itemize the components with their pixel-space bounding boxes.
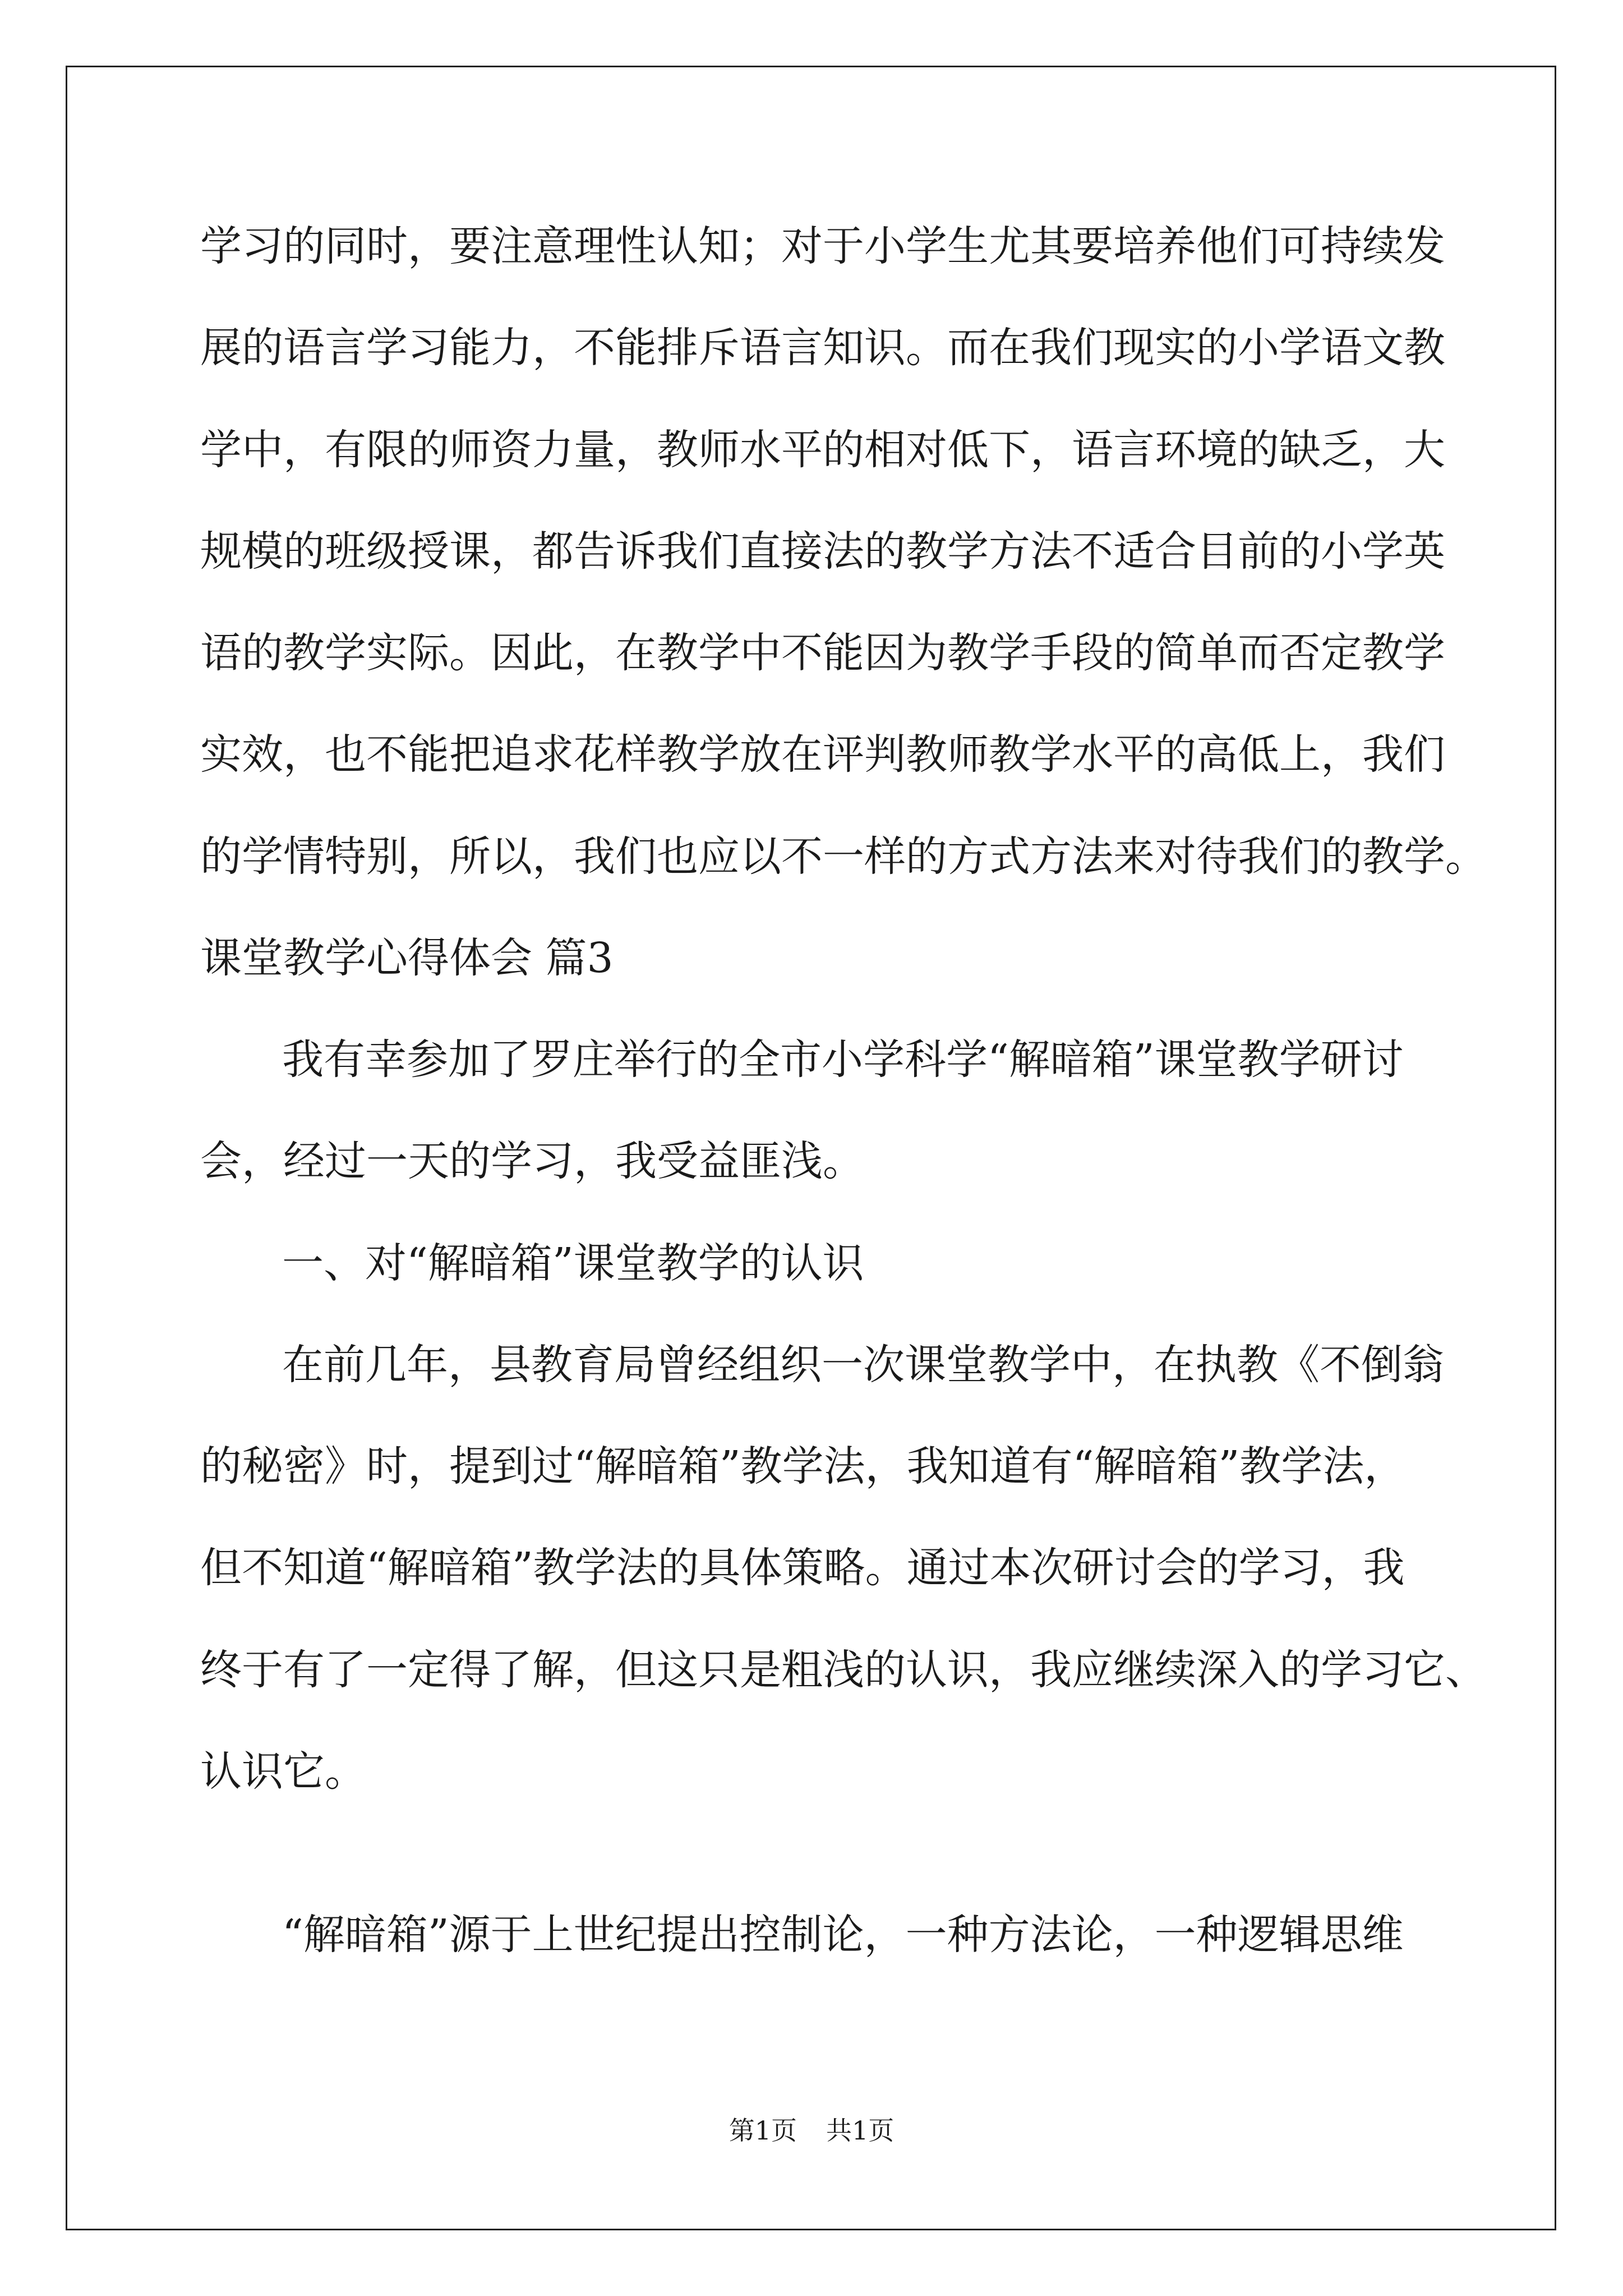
text-line: 展的语言学习能力，不能排斥语言知识。而在我们现实的小学语文教 bbox=[200, 324, 1445, 372]
text-line: 认识它。 bbox=[200, 1747, 366, 1796]
section-heading: 课堂教学心得体会 篇3 bbox=[200, 934, 614, 982]
text-line: 学中，有限的师资力量，教师水平的相对低下，语言环境的缺乏，大 bbox=[200, 426, 1445, 474]
text-line: 在前几年，县教育局曾经组织一次课堂教学中，在执教《不倒翁 bbox=[282, 1341, 1444, 1389]
text-line: 实效，也不能把追求花样教学放在评判教师教学水平的高低上，我们 bbox=[200, 730, 1445, 779]
text-line: 但不知道“解暗箱”教学法的具体策略。通过本次研讨会的学习，我 bbox=[200, 1544, 1405, 1592]
text-line: “解暗箱”源于上世纪提出控制论，一种方法论，一种逻辑思维 bbox=[282, 1911, 1404, 1959]
text-line: 的学情特别，所以，我们也应以不一样的方式方法来对待我们的教学。 bbox=[200, 832, 1487, 881]
page-total: 共1页 bbox=[826, 2115, 895, 2146]
text-line: 我有幸参加了罗庄举行的全市小学科学“解暗箱”课堂教学研讨 bbox=[282, 1036, 1404, 1084]
subheading: 一、对“解暗箱”课堂教学的认识 bbox=[282, 1239, 864, 1287]
text-line: 终于有了一定得了解，但这只是粗浅的认识，我应继续深入的学习它、 bbox=[200, 1646, 1487, 1694]
text-line: 学习的同时，要注意理性认知；对于小学生尤其要培养他们可持续发 bbox=[200, 222, 1445, 270]
page-footer bbox=[0, 2114, 1623, 2147]
text-line: 规模的班级授课，都告诉我们直接法的教学方法不适合目前的小学英 bbox=[200, 527, 1445, 576]
page-number: 第1页 bbox=[728, 2115, 797, 2146]
text-line: 的秘密》时，提到过“解暗箱”教学法，我知道有“解暗箱”教学法， bbox=[200, 1442, 1406, 1490]
text-line: 语的教学实际。因此，在教学中不能因为教学手段的简单而否定教学 bbox=[200, 629, 1445, 677]
text-line: 会，经过一天的学习，我受益匪浅。 bbox=[200, 1137, 864, 1185]
